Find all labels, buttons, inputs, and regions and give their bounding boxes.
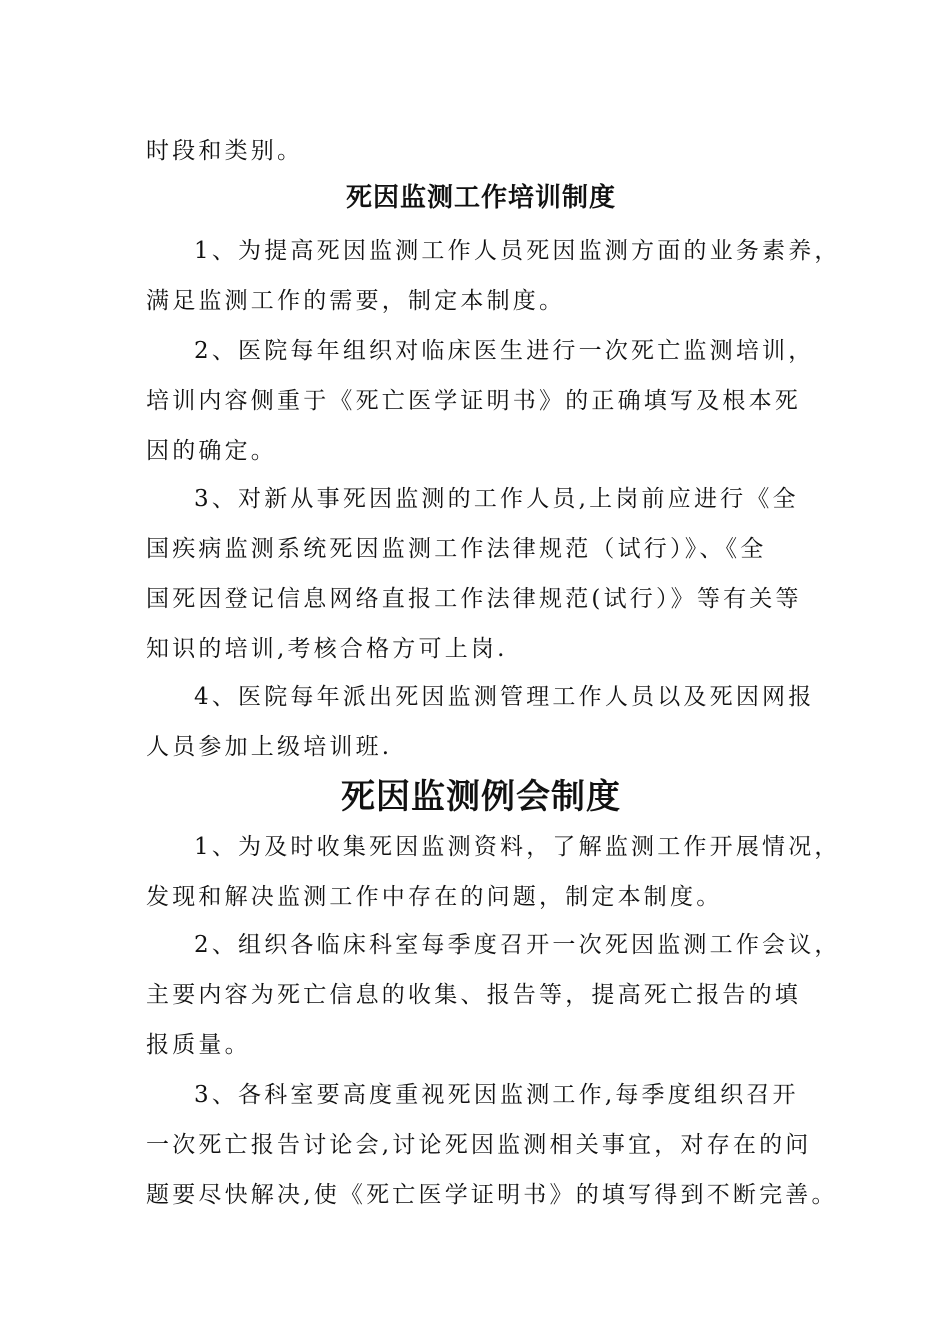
text-line: 因的确定。 bbox=[146, 438, 277, 464]
text-line: 国疾病监测系统死因监测工作法律规范（试行）》、《全 bbox=[146, 536, 767, 562]
text-line: 培训内容侧重于《死亡医学证明书》的正确填写及根本死 bbox=[146, 388, 801, 414]
text-line: 2、组织各临床科室每季度召开一次死因监测工作会议， bbox=[194, 932, 841, 958]
text-line: 3、对新从事死因监测的工作人员,上岗前应进行《全 bbox=[194, 486, 799, 512]
text-line: 题要尽快解决,使《死亡医学证明书》的填写得到不断完善。 bbox=[146, 1182, 838, 1208]
section2-paragraph-3 bbox=[146, 1070, 838, 1220]
section2-paragraph-1 bbox=[146, 822, 841, 922]
text-line: 4、医院每年派出死因监测管理工作人员以及死因网报 bbox=[194, 684, 815, 710]
text-line: 1、为提高死因监测工作人员死因监测方面的业务素养， bbox=[194, 238, 841, 264]
section1-paragraph-3 bbox=[146, 474, 826, 674]
text-line: 发现和解决监测工作中存在的问题，制定本制度。 bbox=[146, 884, 723, 910]
text-line: 报质量。 bbox=[146, 1032, 251, 1058]
section1-paragraph-2 bbox=[146, 326, 826, 476]
text-line: 一次死亡报告讨论会,讨论死因监测相关事宜，对存在的问 bbox=[146, 1132, 812, 1158]
text-line: 时段和类别。 bbox=[146, 138, 304, 164]
text-line: 2、医院每年组织对临床医生进行一次死亡监测培训， bbox=[194, 338, 815, 364]
text-line: 人员参加上级培训班. bbox=[146, 734, 393, 760]
text-line: 知识的培训,考核合格方可上岗. bbox=[146, 636, 508, 662]
text-line: 1、为及时收集死因监测资料，了解监测工作开展情况， bbox=[194, 834, 841, 860]
section-title-meeting: 死因监测例会制度 bbox=[341, 777, 621, 817]
text-line: 主要内容为死亡信息的收集、报告等，提高死亡报告的填 bbox=[146, 982, 801, 1008]
text-line: 国死因登记信息网络直报工作法律规范(试行）》等有关等 bbox=[146, 586, 802, 612]
continuation-text bbox=[146, 126, 826, 176]
section2-paragraph-2 bbox=[146, 920, 841, 1070]
section1-paragraph-4 bbox=[146, 672, 826, 772]
section1-paragraph-1 bbox=[146, 226, 841, 326]
section-title-training: 死因监测工作培训制度 bbox=[345, 183, 616, 213]
text-line: 3、各科室要高度重视死因监测工作,每季度组织召开 bbox=[194, 1082, 799, 1108]
text-line: 满足监测工作的需要，制定本制度。 bbox=[146, 288, 566, 314]
